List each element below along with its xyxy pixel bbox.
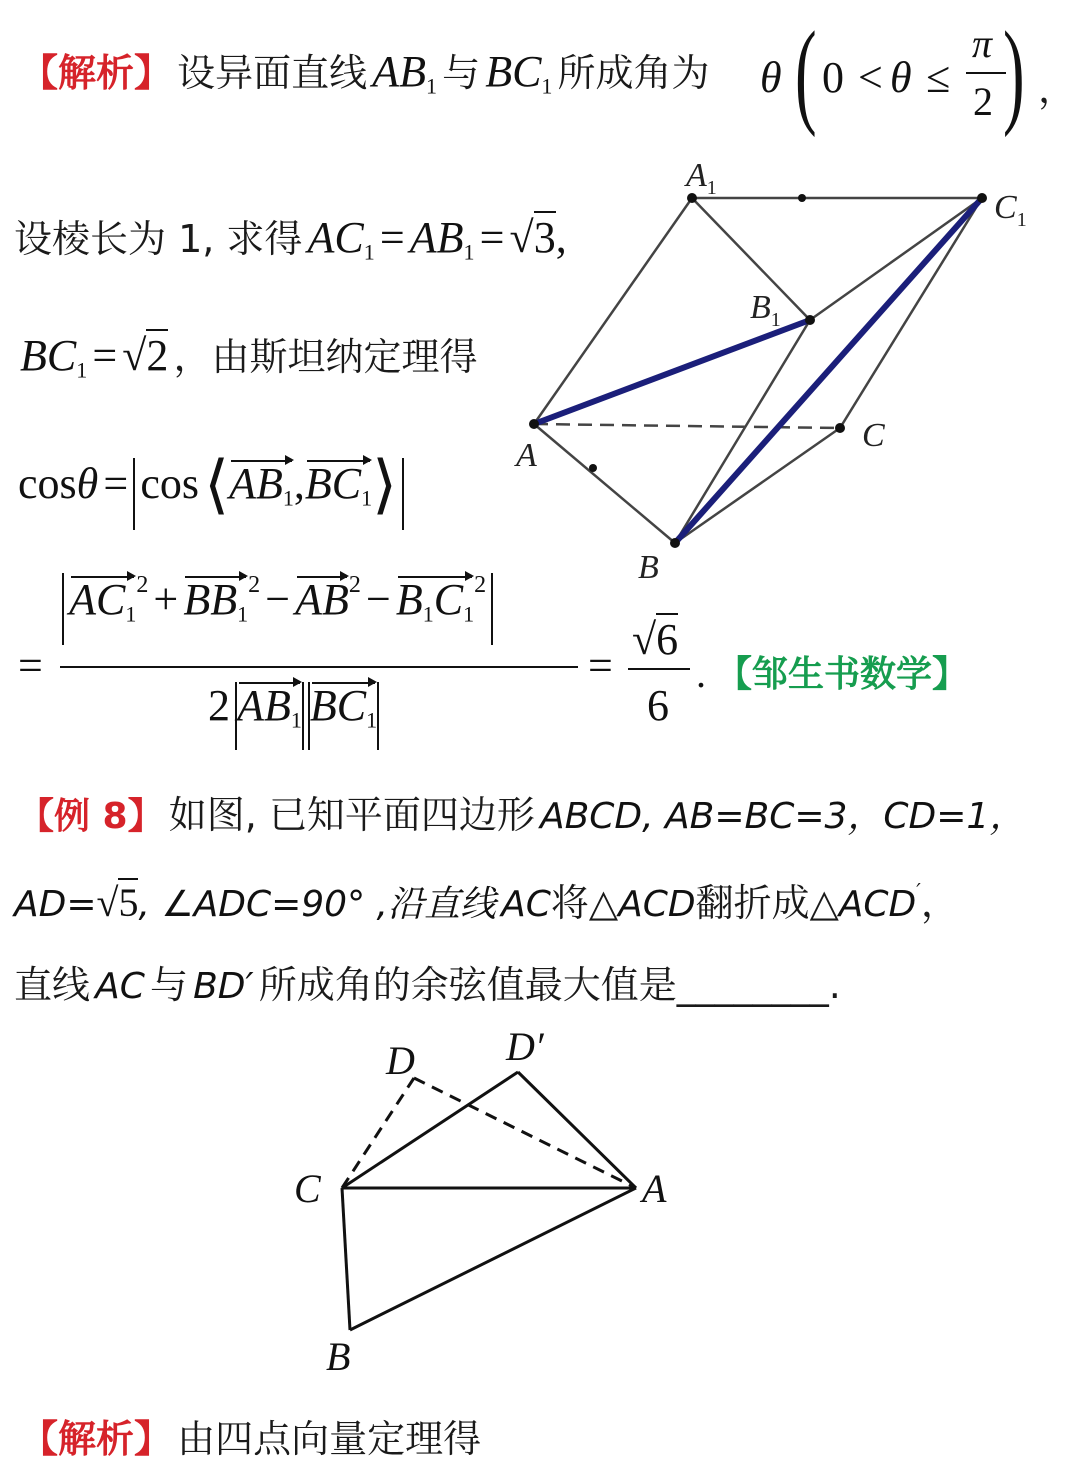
range-theta: θ <box>890 53 912 102</box>
vector-ab: AB <box>295 574 349 624</box>
equals-sign-4: = <box>103 459 129 508</box>
vector-ab1: $AB_1$ <box>229 459 294 511</box>
cos-word-2: cos <box>140 459 200 508</box>
label-d-prime: D′ <box>506 1024 544 1069</box>
left-paren: ( <box>795 7 817 138</box>
fraction-two: 2 <box>973 79 993 124</box>
result-period: . <box>696 651 706 696</box>
triangle-acd: ACD <box>618 884 696 925</box>
fraction-bar <box>966 72 1006 74</box>
edge-length-text: 设棱长为 1, 求得 <box>14 217 303 261</box>
label-a1: $A_1$ <box>686 157 717 199</box>
label-b1: $B_1$ <box>750 289 781 331</box>
ac-ref-2: AC <box>95 966 145 1007</box>
equals-sign: = <box>379 213 405 262</box>
segment-ab1: $AB_1$ <box>372 47 437 99</box>
example8-line3: 直线 AC 与 BD′ 所成角的余弦值最大值是________. <box>14 963 841 1007</box>
triangle-acd-prime: ACD <box>838 884 917 925</box>
angle-left: ⟨ <box>204 449 230 520</box>
edge-ab <box>534 424 675 543</box>
fold-text-1: 将△ <box>550 881 619 925</box>
fraction-denominator <box>208 680 379 750</box>
line1-comma: ， <box>1038 67 1077 111</box>
theta-symbol: θ <box>760 53 782 102</box>
edge-cdprime <box>342 1072 518 1188</box>
equals-sign-6: = <box>588 641 613 690</box>
edge-bc <box>675 428 840 543</box>
vector-b1c1: $B_1C_1$ <box>395 574 475 627</box>
line-ab1 <box>534 320 810 424</box>
example8-tag: 【例 8】 <box>18 796 164 837</box>
line2-end: ， <box>920 881 959 925</box>
edge-b1b <box>675 320 810 543</box>
result-numerator: √6 <box>632 615 679 664</box>
range-le: ≤ <box>926 53 951 102</box>
conjunction-and: 与 <box>442 51 481 95</box>
edge-ba <box>350 1188 636 1330</box>
sqrt3: √3 <box>509 213 556 262</box>
line-bc1 <box>675 198 982 543</box>
result-bar <box>628 668 690 670</box>
ad-equals: AD= <box>14 884 97 925</box>
right-paren: ) <box>1003 7 1025 138</box>
solution-text-prefix: 设异面直线 <box>177 51 368 95</box>
denominator-two: 2 <box>208 681 230 730</box>
ac-ref: AC <box>501 884 551 925</box>
steiner-text: ，由斯坦纳定理得 <box>173 335 478 379</box>
label-b: B <box>638 549 659 586</box>
solution-tag: 【解析】 <box>20 51 173 95</box>
solution2-line <box>20 1408 481 1463</box>
label-a: A <box>516 437 537 474</box>
range-lt: < <box>858 53 883 102</box>
bc1-line <box>20 326 478 384</box>
edge-da-dashed <box>414 1078 636 1188</box>
solution-text-suffix: 所成角为 <box>557 51 710 95</box>
bd-prime-ref: BD′ <box>193 966 254 1007</box>
equals-sign-2: = <box>479 213 505 262</box>
vector-bc1: $BC_1$ <box>304 459 373 511</box>
watermark-label: 【邹生书数学】 <box>716 654 969 695</box>
example8-line1 <box>18 784 1025 839</box>
cos-line <box>18 448 404 518</box>
sqrt5: √5 <box>96 880 139 925</box>
equals-sign-3: = <box>92 331 118 380</box>
label-d: D <box>386 1038 415 1083</box>
prime-mark: ′ <box>916 879 921 903</box>
segment-ab1-len: $AB_1$ <box>409 213 475 265</box>
num-bar-right <box>491 573 493 645</box>
label-c-fig2: C <box>294 1166 321 1211</box>
vec-comma: , <box>293 459 305 508</box>
solution-heading-line <box>20 42 710 112</box>
solution2-text: 由四点向量定理得 <box>177 1417 482 1461</box>
label-a-fig2: A <box>642 1166 667 1211</box>
fraction-numerator: $AC_12 + BB_12 - AB2 - B_1C_12$ <box>62 572 493 644</box>
segment-ac1: $AC_1$ <box>307 213 375 265</box>
angle-adc: , ∠ADC=90° ,沿直线 <box>138 884 496 925</box>
range-zero: 0 <box>822 53 844 102</box>
example8-line2 <box>14 872 959 927</box>
edge-a1a <box>534 198 692 424</box>
segment-bc1-len: $BC_1$ <box>20 331 88 383</box>
example8-intro: 如图, 已知平面四边形 <box>168 793 535 837</box>
vector-bb1: $BB_1$ <box>183 574 249 627</box>
edge-length-line <box>14 208 567 266</box>
vector-ac1: $AC_1$ <box>69 574 137 627</box>
main-fraction-bar <box>60 666 578 668</box>
vector-ab1-den: $AB_1$ <box>237 681 302 733</box>
fold-figure <box>280 1020 720 1380</box>
vector-bc1-den: $BC_1$ <box>309 681 378 733</box>
abs-bar-right <box>402 458 404 530</box>
line2-comma: , <box>555 213 567 262</box>
fraction-pi: π <box>972 21 993 66</box>
edge-c1c <box>840 198 982 428</box>
segment-bc1: $BC_1$ <box>485 47 553 99</box>
prism-figure <box>500 140 1060 600</box>
example8-given: ABCD, AB=BC=3，CD=1， <box>539 796 1026 837</box>
edge-dprime-a <box>518 1072 636 1188</box>
solution2-tag: 【解析】 <box>20 1417 173 1461</box>
edge-b1c1 <box>810 198 982 320</box>
abs-bar-left <box>133 458 135 530</box>
answer-blank: ________ <box>676 963 829 1007</box>
label-c: C <box>862 417 885 454</box>
label-b-fig2: B <box>326 1334 351 1379</box>
angle-right: ⟩ <box>372 449 398 520</box>
edge-cd-dashed <box>342 1078 414 1188</box>
equals-sign-5: = <box>18 641 43 690</box>
sqrt2: √2 <box>122 331 169 380</box>
cos-theta: θ <box>76 459 99 508</box>
edge-cb <box>342 1188 350 1330</box>
num-bar-left <box>62 573 64 645</box>
label-c1: $C_1$ <box>994 189 1027 231</box>
cos-word: cos <box>18 459 77 508</box>
result-denominator: 6 <box>647 681 669 730</box>
edge-ac-hidden <box>534 424 840 428</box>
fold-text-2: 翻折成△ <box>695 881 839 925</box>
question-text: 所成角的余弦值最大值是 <box>258 963 677 1007</box>
